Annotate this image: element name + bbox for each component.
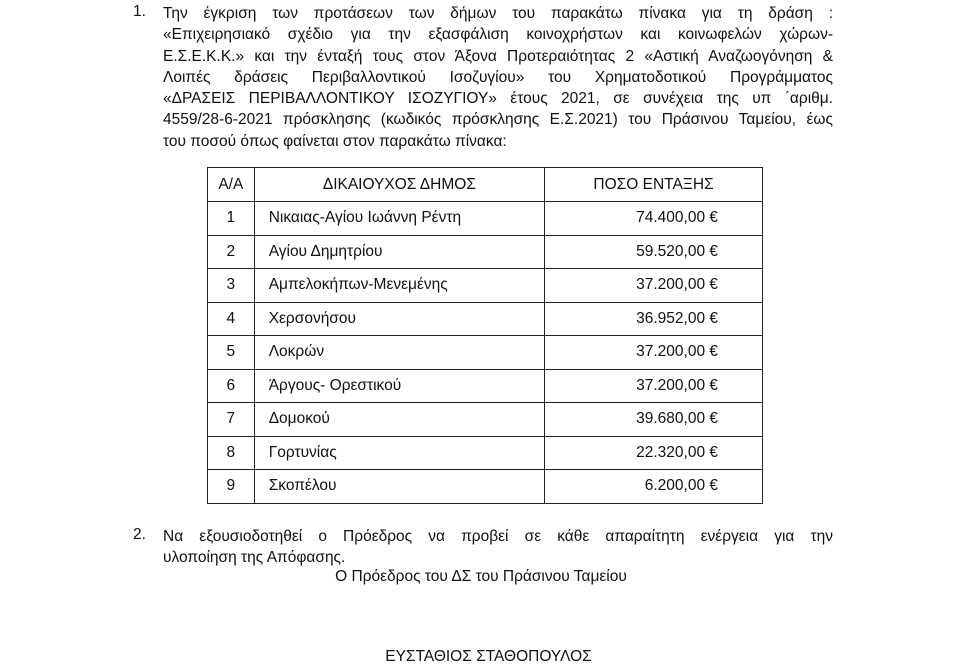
row-amount: 36.952,00 € xyxy=(545,302,763,336)
row-municipality: Χερσονήσου xyxy=(254,302,544,336)
row-number: 6 xyxy=(208,369,255,403)
signatory-name: ΕΥΣΤΑΘΙΟΣ ΣΤΑΘΟΠΟΥΛΟΣ xyxy=(385,648,592,665)
text-line: 4559/28-6-2021 πρόσκλησης (κωδικός πρόσκλησης Ε.Σ.2021) του Πράσινου Ταμείου, έως xyxy=(163,111,833,129)
row-number: 1 xyxy=(208,202,255,236)
row-municipality: Λοκρών xyxy=(254,336,544,370)
row-municipality: Νικαιας-Αγίου Ιωάννη Ρέντη xyxy=(254,202,544,236)
row-municipality: Γορτυνίας xyxy=(254,436,544,470)
row-amount: 22.320,00 € xyxy=(545,436,763,470)
grant-table xyxy=(207,167,763,504)
header-aa: Α/Α xyxy=(208,168,255,202)
row-number: 9 xyxy=(208,470,255,504)
header-municipality: ΔΙΚΑΙΟΥΧΟΣ ΔΗΜΟΣ xyxy=(254,168,544,202)
text-line: του ποσού όπως φαίνεται στον παρακάτω πίνακα: xyxy=(163,132,507,150)
row-amount: 37.200,00 € xyxy=(545,269,763,303)
row-number: 7 xyxy=(208,403,255,437)
row-municipality: Αμπελοκήπων-Μενεμένης xyxy=(254,269,544,303)
row-amount: 59.520,00 € xyxy=(545,235,763,269)
table-header-row xyxy=(208,168,763,202)
table-row xyxy=(208,336,763,370)
table-row xyxy=(208,202,763,236)
row-number: 2 xyxy=(208,235,255,269)
row-amount: 37.200,00 € xyxy=(545,369,763,403)
row-municipality: Άργους- Ορεστικού xyxy=(254,369,544,403)
row-amount: 6.200,00 € xyxy=(545,470,763,504)
table-row xyxy=(208,436,763,470)
row-municipality: Σκοπέλου xyxy=(254,470,544,504)
table-row xyxy=(208,269,763,303)
item-number: 1. xyxy=(133,3,146,20)
item-text xyxy=(163,526,833,569)
signatory-role: Ο Πρόεδρος του ΔΣ του Πράσινου Ταμείου xyxy=(335,568,627,585)
item-text xyxy=(163,3,833,152)
table-row xyxy=(208,235,763,269)
text-line: «Επιχειρησιακό σχέδιο για την εξασφάλιση κοινοχρήστων και κοινωφελών χώρων- xyxy=(163,26,833,44)
row-amount: 74.400,00 € xyxy=(545,202,763,236)
row-number: 3 xyxy=(208,269,255,303)
header-amount: ΠΟΣΟ ΕΝΤΑΞΗΣ xyxy=(545,168,763,202)
row-municipality: Αγίου Δημητρίου xyxy=(254,235,544,269)
row-number: 5 xyxy=(208,336,255,370)
text-line: υλοποίηση της Απόφασης. xyxy=(163,549,346,567)
row-number: 4 xyxy=(208,302,255,336)
row-number: 8 xyxy=(208,436,255,470)
text-line: Λοιπές δράσεις Περιβαλλοντικού Ισοζυγίου» του Χρηματοδοτικού Προγράμματος xyxy=(163,68,833,86)
row-amount: 39.680,00 € xyxy=(545,403,763,437)
row-municipality: Δομοκού xyxy=(254,403,544,437)
text-line: «ΔΡΑΣΕΙΣ ΠΕΡΙΒΑΛΛΟΝΤΙΚΟΥ ΙΣΟΖΥΓΙΟΥ» έτους 2021, σε συνέχεια της υπ ΄αριθμ. xyxy=(163,90,833,108)
table-row xyxy=(208,369,763,403)
item-number: 2. xyxy=(133,526,146,543)
table-row xyxy=(208,470,763,504)
table-row xyxy=(208,302,763,336)
table-row xyxy=(208,403,763,437)
text-line: Την έγκριση των προτάσεων των δήμων του παρακάτω πίνακα για τη δράση : xyxy=(163,5,833,22)
text-line: Να εξουσιοδοτηθεί ο Πρόεδρος να προβεί σε κάθε απαραίτητη ενέργεια για την xyxy=(163,528,833,545)
row-amount: 37.200,00 € xyxy=(545,336,763,370)
text-line: Ε.Σ.Ε.Κ.Κ.» και την ένταξή τους στον Άξονα Προτεραιότητας 2 «Αστική Αναζωογόνηση & xyxy=(163,47,833,65)
